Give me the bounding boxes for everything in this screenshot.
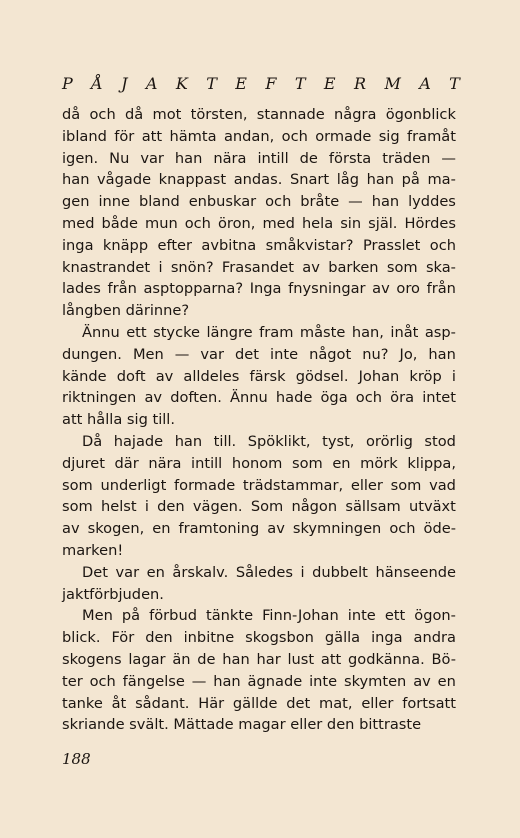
word: i bbox=[158, 258, 163, 276]
word: snön? bbox=[170, 258, 214, 276]
word: inåt bbox=[390, 323, 419, 341]
word: i bbox=[451, 367, 456, 385]
word: låg bbox=[336, 171, 360, 189]
text-line bbox=[62, 235, 456, 257]
word: en bbox=[146, 563, 165, 581]
word: han bbox=[62, 171, 90, 189]
word: vad bbox=[429, 476, 456, 494]
text-line bbox=[62, 257, 456, 279]
word: Johan bbox=[358, 367, 400, 385]
word: Hördes bbox=[404, 214, 456, 232]
running-head-letter: R bbox=[354, 74, 367, 93]
word: då bbox=[62, 106, 81, 123]
word: har bbox=[256, 650, 281, 668]
word: intet bbox=[422, 389, 456, 407]
word: öde- bbox=[423, 520, 456, 538]
word: För bbox=[111, 629, 135, 647]
word: Det bbox=[82, 563, 108, 581]
word: gällde bbox=[232, 694, 278, 712]
running-head-letter: K bbox=[175, 74, 188, 93]
word: på bbox=[401, 171, 420, 189]
word: gälla bbox=[324, 629, 361, 647]
word: underligt bbox=[100, 476, 167, 494]
text-line bbox=[62, 191, 456, 213]
word: Nu bbox=[109, 149, 130, 167]
word: fortsatt bbox=[402, 694, 456, 712]
word: som bbox=[390, 476, 422, 494]
text-line bbox=[62, 169, 456, 191]
word: från bbox=[107, 280, 137, 298]
word: och bbox=[89, 672, 116, 690]
text-line bbox=[62, 126, 456, 148]
word: han, bbox=[351, 323, 384, 341]
word: och bbox=[281, 127, 308, 145]
page-number: 188 bbox=[62, 750, 91, 768]
running-head-letter: A bbox=[419, 74, 431, 93]
running-head-letter: M bbox=[384, 74, 401, 93]
word: som bbox=[386, 258, 418, 276]
word: ögon- bbox=[414, 607, 456, 625]
word: Spöklikt, bbox=[247, 432, 311, 450]
word: igen. bbox=[62, 149, 99, 167]
word: var bbox=[200, 345, 225, 363]
running-head-letter: T bbox=[449, 74, 460, 93]
word: törsten, bbox=[190, 106, 248, 123]
word: längre bbox=[206, 323, 253, 341]
running-head-letter: P bbox=[62, 74, 73, 93]
word: ibland bbox=[62, 127, 107, 145]
word: årskalv. bbox=[172, 563, 229, 581]
word: träden bbox=[382, 149, 431, 167]
word: barken bbox=[328, 258, 379, 276]
word: andan, bbox=[223, 127, 275, 145]
word: åt bbox=[111, 694, 127, 712]
word: andas. bbox=[233, 171, 283, 189]
word: doften. bbox=[170, 389, 222, 407]
word: själ. bbox=[368, 214, 398, 232]
word: fängelse bbox=[122, 672, 185, 690]
word: han bbox=[174, 432, 203, 450]
word: Inga bbox=[249, 280, 282, 298]
word: hela bbox=[301, 214, 334, 232]
word: eller bbox=[350, 476, 383, 494]
word: stannade bbox=[256, 106, 325, 123]
text-line: marken! bbox=[62, 541, 124, 559]
word: helst bbox=[100, 498, 137, 516]
word: med bbox=[262, 214, 295, 232]
word: var bbox=[115, 563, 140, 581]
word: måste bbox=[299, 323, 346, 341]
word: tyst, bbox=[322, 432, 355, 450]
text-line bbox=[62, 453, 456, 475]
word: lust bbox=[287, 650, 315, 668]
word: Men bbox=[82, 607, 113, 625]
text-line: att hålla sig till. bbox=[62, 411, 175, 429]
text-line bbox=[62, 213, 456, 235]
word: eller bbox=[361, 694, 394, 712]
word: blick. bbox=[62, 629, 101, 647]
word: trädstammar, bbox=[242, 476, 344, 494]
word: nära bbox=[213, 149, 247, 167]
word: stod bbox=[424, 432, 456, 450]
running-head-letter: E bbox=[235, 74, 247, 93]
word: av bbox=[267, 520, 285, 538]
text-line bbox=[62, 475, 456, 497]
word: öron, bbox=[217, 214, 256, 232]
word: mot bbox=[152, 106, 182, 123]
word: och bbox=[429, 236, 456, 254]
word: lades bbox=[62, 280, 101, 298]
word: och bbox=[355, 389, 382, 407]
word: Frasandet bbox=[221, 258, 294, 276]
word: öga bbox=[320, 389, 348, 407]
word: Här bbox=[198, 694, 225, 712]
word: knappast bbox=[158, 171, 227, 189]
word: klippa, bbox=[407, 454, 456, 472]
word: sådant. bbox=[135, 694, 190, 712]
word: Finn-Johan bbox=[262, 607, 339, 625]
word: asptopparna? bbox=[143, 280, 244, 298]
text-line bbox=[62, 627, 456, 649]
word: fnysningar bbox=[288, 280, 366, 298]
word: sig bbox=[378, 127, 400, 145]
word: knastrandet bbox=[62, 258, 151, 276]
word: andra bbox=[413, 629, 456, 647]
text-line bbox=[62, 649, 456, 671]
word: honom bbox=[231, 454, 283, 472]
word: och bbox=[184, 214, 211, 232]
word: djuret bbox=[62, 454, 105, 472]
word: intill bbox=[257, 149, 289, 167]
text-line bbox=[62, 104, 456, 126]
word: något bbox=[309, 345, 352, 363]
word: han bbox=[222, 650, 250, 668]
word: Som bbox=[250, 498, 284, 516]
word: dungen. bbox=[62, 345, 122, 363]
word: både bbox=[101, 214, 138, 232]
word: som bbox=[62, 476, 93, 494]
word: det bbox=[286, 694, 311, 712]
text-line bbox=[62, 518, 456, 540]
word: mörk bbox=[360, 454, 398, 472]
word: Snart bbox=[289, 171, 330, 189]
word: hämta bbox=[169, 127, 217, 145]
text-line bbox=[62, 562, 456, 584]
word: Således bbox=[235, 563, 293, 581]
word: efter bbox=[157, 236, 193, 254]
word: Ännu bbox=[230, 389, 268, 407]
word: med bbox=[62, 214, 95, 232]
running-head-letter: A bbox=[145, 74, 158, 93]
word: Ännu bbox=[82, 323, 120, 341]
word: från bbox=[426, 280, 456, 298]
word: bland bbox=[138, 193, 180, 211]
word: av bbox=[62, 520, 80, 538]
word: och bbox=[89, 106, 116, 123]
word: oro bbox=[396, 280, 420, 298]
word: gödsel. bbox=[295, 367, 349, 385]
word: inbitne bbox=[183, 629, 235, 647]
word: en bbox=[152, 520, 171, 538]
word: av bbox=[413, 672, 431, 690]
word: utväxt bbox=[409, 498, 456, 516]
word: den bbox=[157, 498, 185, 516]
word: av bbox=[372, 280, 390, 298]
word: en bbox=[332, 454, 351, 472]
word: att bbox=[141, 127, 163, 145]
word: och bbox=[265, 193, 292, 211]
running-head-letter: T bbox=[206, 74, 217, 93]
word: tänkte bbox=[205, 607, 254, 625]
word: den bbox=[145, 629, 173, 647]
word: han bbox=[371, 193, 400, 211]
word: ögonblick bbox=[385, 106, 456, 123]
word: inte bbox=[270, 345, 299, 363]
word: mun bbox=[144, 214, 178, 232]
word: som bbox=[62, 498, 93, 516]
word: han bbox=[174, 149, 203, 167]
word: förbud bbox=[149, 607, 197, 625]
word: doft bbox=[116, 367, 146, 385]
word: på bbox=[121, 607, 141, 625]
running-head bbox=[62, 74, 460, 93]
word: skogen, bbox=[87, 520, 145, 538]
word: tanke bbox=[62, 694, 103, 712]
word: då bbox=[124, 106, 144, 123]
word: nu? bbox=[362, 345, 389, 363]
word: inte bbox=[347, 607, 376, 625]
word: Bö- bbox=[431, 650, 456, 668]
text-line: skriande svält. Mättade magar eller den bittraste bbox=[62, 716, 422, 734]
word: — bbox=[174, 345, 190, 363]
word: öra bbox=[390, 389, 415, 407]
text-line bbox=[62, 322, 456, 344]
word: skymten bbox=[343, 672, 407, 690]
running-head-letter: F bbox=[265, 74, 277, 93]
word: av bbox=[155, 367, 174, 385]
word: mat, bbox=[319, 694, 353, 712]
text-line bbox=[62, 605, 456, 627]
word: inne bbox=[98, 193, 130, 211]
word: där bbox=[114, 454, 139, 472]
word: kröp bbox=[409, 367, 442, 385]
text-line bbox=[62, 344, 456, 366]
word: — bbox=[348, 193, 363, 211]
word: som bbox=[291, 454, 323, 472]
word: han bbox=[213, 672, 241, 690]
word: hajade bbox=[113, 432, 164, 450]
word: — bbox=[191, 672, 207, 690]
word: asp- bbox=[424, 323, 456, 341]
word: inga bbox=[62, 236, 94, 254]
word: vägen. bbox=[192, 498, 243, 516]
word: det bbox=[235, 345, 260, 363]
word: stycke bbox=[153, 323, 201, 341]
text-line bbox=[62, 431, 456, 453]
running-head-letter: Å bbox=[91, 74, 103, 93]
word: ter bbox=[62, 672, 83, 690]
word: småkvistar? bbox=[265, 236, 354, 254]
word: bråte bbox=[300, 193, 340, 211]
word: han bbox=[366, 171, 395, 189]
word: fram bbox=[259, 323, 294, 341]
word: enbuskar bbox=[188, 193, 257, 211]
word: ett bbox=[384, 607, 406, 625]
word: de bbox=[299, 149, 318, 167]
word: alldeles bbox=[183, 367, 240, 385]
word: dubbelt bbox=[312, 563, 368, 581]
word: orörlig bbox=[365, 432, 413, 450]
word: var bbox=[140, 149, 164, 167]
word: Jo, bbox=[399, 345, 418, 363]
word: ägnade bbox=[247, 672, 303, 690]
word: skogsbon bbox=[245, 629, 314, 647]
word: en bbox=[437, 672, 456, 690]
word: och bbox=[389, 520, 416, 538]
word: vågade bbox=[97, 171, 152, 189]
word: framtoning bbox=[178, 520, 260, 538]
word: att bbox=[320, 650, 342, 668]
text-line bbox=[62, 148, 456, 170]
word: intill bbox=[191, 454, 223, 472]
word: de bbox=[197, 650, 216, 668]
word: i bbox=[144, 498, 149, 516]
text-line bbox=[62, 387, 456, 409]
word: hade bbox=[275, 389, 313, 407]
word: skogens bbox=[62, 650, 122, 668]
word: inga bbox=[371, 629, 403, 647]
word: framåt bbox=[407, 127, 456, 145]
word: ormade bbox=[315, 127, 372, 145]
text-line bbox=[62, 693, 456, 715]
text-line bbox=[62, 671, 456, 693]
word: några bbox=[334, 106, 377, 123]
word: riktningen bbox=[62, 389, 137, 407]
word: lagar bbox=[128, 650, 166, 668]
word: knäpp bbox=[102, 236, 149, 254]
text-line: långben därinne? bbox=[62, 302, 190, 320]
word: skymningen bbox=[292, 520, 382, 538]
word: första bbox=[328, 149, 372, 167]
text-line bbox=[62, 278, 456, 300]
word: han bbox=[428, 345, 456, 363]
word: ma- bbox=[427, 171, 456, 189]
running-head-letter: T bbox=[294, 74, 306, 93]
word: Då bbox=[82, 432, 103, 450]
word: nära bbox=[148, 454, 182, 472]
word: sin bbox=[340, 214, 362, 232]
word: inte bbox=[309, 672, 338, 690]
word: godkänna. bbox=[348, 650, 425, 668]
word: till. bbox=[213, 432, 237, 450]
body-text bbox=[62, 104, 456, 736]
word: av bbox=[302, 258, 320, 276]
word: gen bbox=[62, 193, 90, 211]
word: färsk bbox=[249, 367, 286, 385]
word: kände bbox=[62, 367, 107, 385]
word: av bbox=[144, 389, 163, 407]
word: ska- bbox=[425, 258, 456, 276]
word: hänseende bbox=[375, 563, 456, 581]
text-line: jaktförbjuden. bbox=[62, 585, 164, 603]
word: lyddes bbox=[408, 193, 456, 211]
text-line bbox=[62, 496, 456, 518]
word: för bbox=[114, 127, 135, 145]
word: i bbox=[300, 563, 305, 581]
word: avbitna bbox=[201, 236, 257, 254]
word: — bbox=[441, 149, 456, 167]
running-head-letter: E bbox=[323, 74, 336, 93]
word: någon bbox=[291, 498, 338, 516]
word: sällsam bbox=[345, 498, 401, 516]
word: Prasslet bbox=[362, 236, 421, 254]
running-head-letter: J bbox=[121, 74, 128, 93]
word: ett bbox=[126, 323, 147, 341]
text-line bbox=[62, 366, 456, 388]
word: än bbox=[172, 650, 191, 668]
word: formade bbox=[174, 476, 236, 494]
word: Men bbox=[132, 345, 164, 363]
